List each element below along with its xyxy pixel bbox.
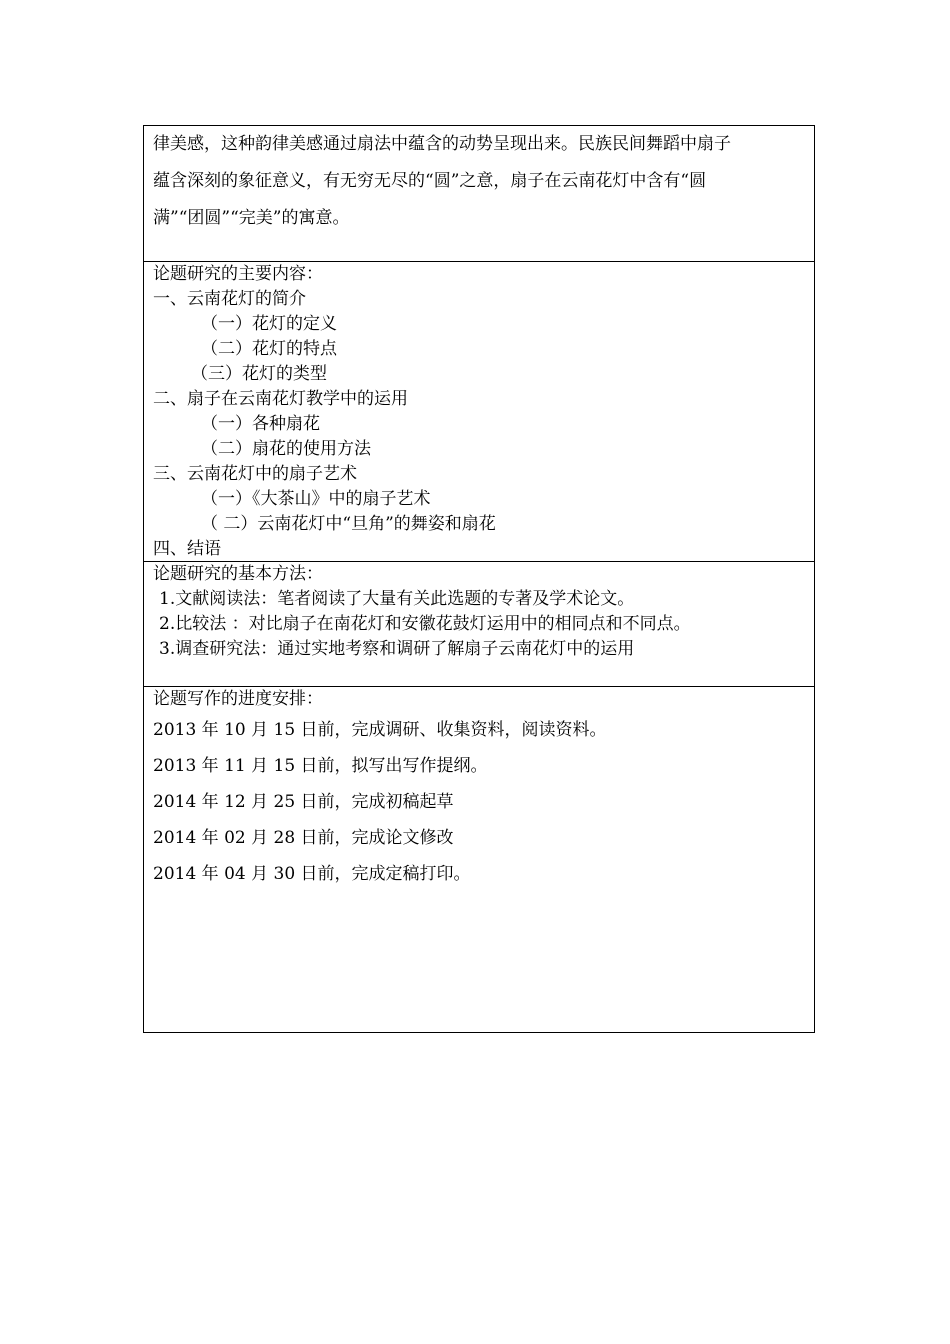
intro-line: 律美感，这种韵律美感通过扇法中蕴含的动势呈现出来。民族民间舞蹈中扇子 (153, 134, 731, 154)
method-item: 1.文献阅读法：笔者阅读了大量有关此选题的专著及学术论文。 (159, 589, 635, 609)
main-content-cell (144, 261, 814, 561)
proposal-table (143, 125, 815, 1033)
outline-item: 三、云南花灯中的扇子艺术 (153, 464, 357, 484)
schedule-item: 2014 年 02 月 28 日前，完成论文修改 (153, 828, 454, 848)
method-item: 2.比较法 ：对比扇子在南花灯和安徽花鼓灯运用中的相同点和不同点。 (159, 614, 691, 634)
outline-subitem: （一）花灯的定义 (201, 314, 337, 334)
outline-subitem: （二）花灯的特点 (201, 339, 337, 359)
schedule-item: 2014 年 04 月 30 日前，完成定稿打印。 (153, 864, 471, 884)
outline-subitem: （ 二）云南花灯中“旦角”的舞姿和扇花 (201, 514, 496, 534)
intro-cell (144, 126, 814, 261)
intro-line: 满”“团圆”“完美”的寓意。 (153, 208, 350, 228)
schedule-cell (144, 686, 814, 1032)
methods-heading: 论题研究的基本方法： (153, 564, 323, 584)
schedule-item: 2013 年 11 月 15 日前，拟写出写作提纲。 (153, 756, 488, 776)
content-heading: 论题研究的主要内容： (153, 264, 323, 284)
outline-item: 四、结语 (153, 539, 221, 559)
outline-item: 二、扇子在云南花灯教学中的运用 (153, 389, 408, 409)
schedule-item: 2013 年 10 月 15 日前，完成调研、收集资料，阅读资料。 (153, 720, 607, 740)
intro-line: 蕴含深刻的象征意义，有无穷无尽的“圆”之意，扇子在云南花灯中含有“圆 (153, 171, 707, 191)
outline-item: 一、云南花灯的简介 (153, 289, 306, 309)
schedule-item: 2014 年 12 月 25 日前，完成初稿起草 (153, 792, 454, 812)
schedule-heading: 论题写作的进度安排： (153, 689, 323, 709)
methods-cell (144, 561, 814, 686)
outline-subitem: （一）各种扇花 (201, 414, 320, 434)
outline-subitem: （一）《大茶山》中的扇子艺术 (201, 489, 431, 509)
outline-subitem: （三）花灯的类型 (191, 364, 327, 384)
method-item: 3.调查研究法：通过实地考察和调研了解扇子云南花灯中的运用 (159, 639, 635, 659)
outline-subitem: （二）扇花的使用方法 (201, 439, 371, 459)
